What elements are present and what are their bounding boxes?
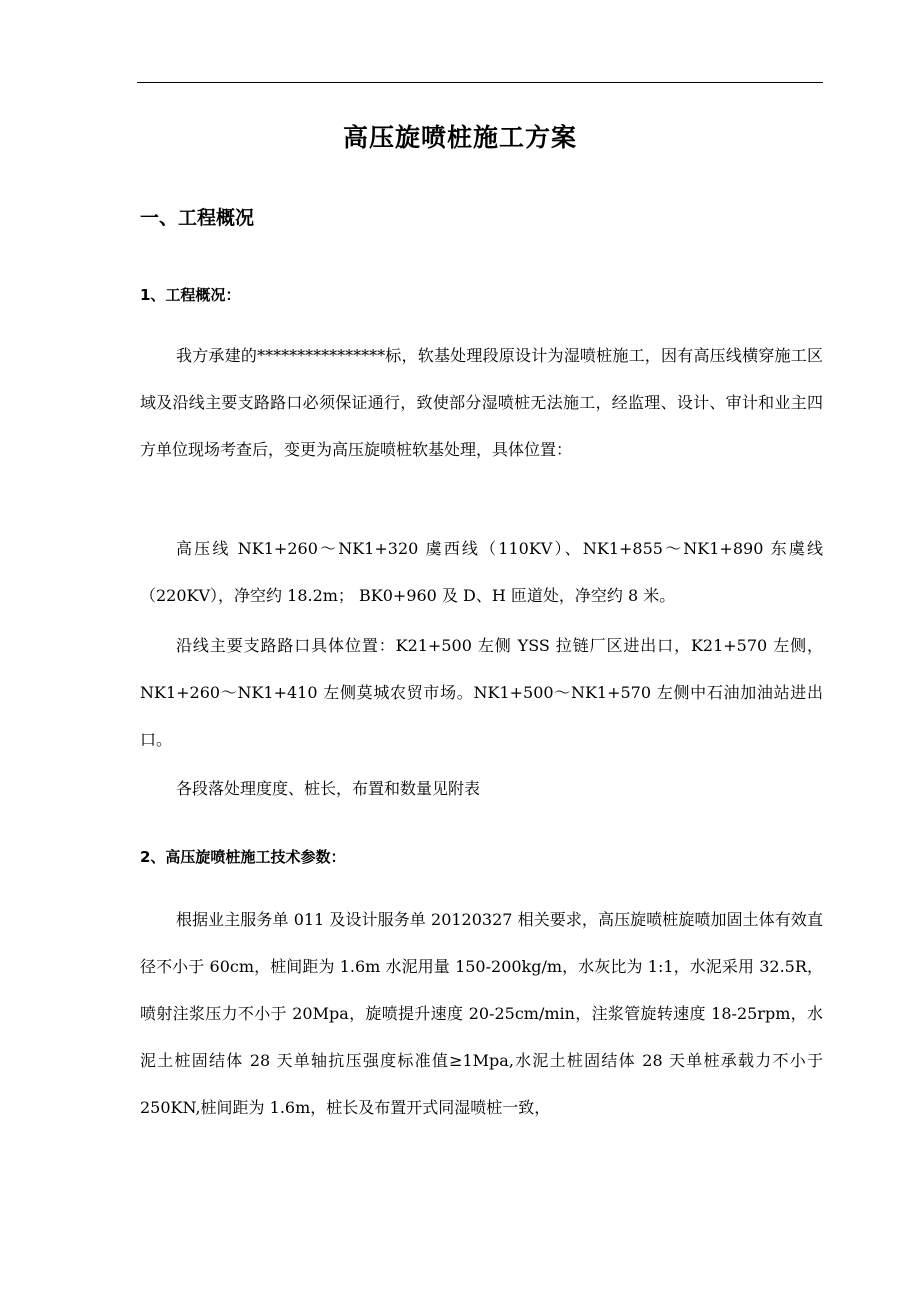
paragraph-scope: 我方承建的****************标，软基处理段原设计为湿喷桩施工，因有高压线横穿施工区域及沿线主要支路路口必须保证通行，致使部分湿喷桩无法施工，经监理、设计、审计和业主四方单位现场考查后，变更为高压旋喷桩软基处理，具体位置： xyxy=(140,346,823,459)
subsection-heading-overview: 1、工程概况： xyxy=(140,286,241,304)
paragraph-road-junctions: 沿线主要支路路口具体位置：K21+500 左侧 YSS 拉链厂区进出口，K21+570 左侧，NK1+260～NK1+410 左侧莫城农贸市场。NK1+500～NK1+570 左侧中石油加油站进出口。 xyxy=(140,636,823,749)
section-heading-overview: 一、工程概况 xyxy=(140,207,255,229)
paragraph-attached-table: 各段落处理度度、桩长，布置和数量见附表 xyxy=(176,779,481,798)
paragraph-power-lines: 高压线 NK1+260～NK1+320 虞西线（110KV）、NK1+855～NK1+890 东虞线（220KV），净空约 18.2m； BK0+960 及 D、H 匝道处，净空约 8 米。 xyxy=(140,539,823,605)
document-title: 高压旋喷桩施工方案 xyxy=(342,123,577,152)
paragraph-technical-parameters: 根据业主服务单 011 及设计服务单 20120327 相关要求，高压旋喷桩旋喷加固土体有效直径不小于 60cm，桩间距为 1.6m 水泥用量 150-200kg/m，水灰比为 1:1，水泥采用 32.5R，喷射注浆压力不小于 20Mpa，旋喷提升速度 20-25cm/min，注浆管旋转速度 18-25rpm，水泥土桩固结体 28 天单轴抗压强度标准值≥1Mpa,水泥土桩固结体 28 天单桩承载力不小于 250KN,桩间距为 1.6m，桩长及布置开式同湿喷桩一致， xyxy=(140,910,823,1117)
header-rule xyxy=(137,82,823,83)
subsection-heading-parameters: 2、高压旋喷桩施工技术参数： xyxy=(140,848,346,866)
